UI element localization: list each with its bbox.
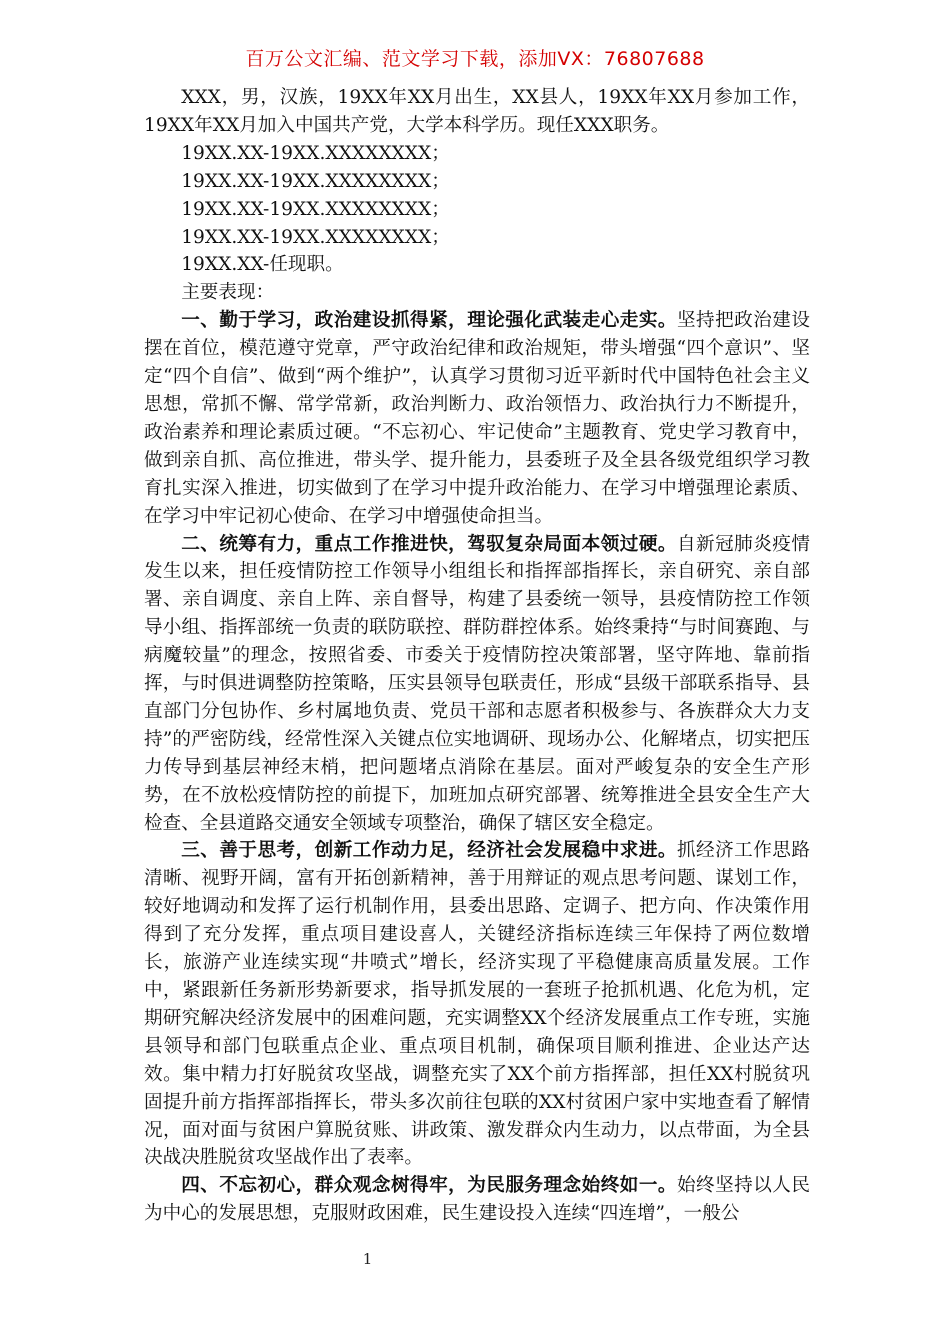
- section-label: 主要表现：: [181, 282, 275, 304]
- section-heading: 一、勤于学习，政治建设抓得紧，理论强化武装走心走实。: [181, 310, 677, 332]
- career-line: 19XX.XX-任现职。: [181, 254, 344, 276]
- career-line: 19XX.XX-19XX.XXXXXXXX；: [181, 170, 450, 192]
- section-body: 始终坚持以人民为中心的发展思想，克服财政困难，民生建设投入连续“四连增”，一般公: [144, 1175, 810, 1225]
- intro-paragraph: XXX，男，汉族，19XX年XX月出生，XX县人，19XX年XX月参加工作，19XX年XX月加入中国共产党，大学本科学历。现任XXX职务。: [144, 87, 810, 136]
- career-line: 19XX.XX-19XX.XXXXXXXX；: [181, 226, 450, 248]
- career-line: 19XX.XX-19XX.XXXXXXXX；: [181, 142, 450, 164]
- section-heading: 二、统筹有力，重点工作推进快，驾驭复杂局面本领过硬。: [181, 533, 677, 555]
- document-body: [144, 84, 810, 1228]
- section-body: 坚持把政治建设摆在首位，模范遵守党章，严守政治纪律和政治规矩，带头增强“四个意识”、坚定“四个自信”、做到“两个维护”，认真学习贯彻习近平新时代中国特色社会主义思想，常抓不懈、常学常新，政治判断力、政治领悟力、政治执行力不断提升，政治素养和理论素质过硬。“不忘初心、牢记使命”主题教育、党史学习教育中，做到亲自抓、高位推进，带头学、提升能力，县委班子及全县各级党组织学习教育扎实深入推进，切实做到了在学习中提升政治能力、在学习中增强理论素质、在学习中牢记初心使命、在学习中增强使命担当。: [144, 310, 810, 527]
- section-paragraph: [144, 837, 810, 1172]
- page-number: 1: [362, 1250, 373, 1268]
- section-body: 自新冠肺炎疫情发生以来，担任疫情防控工作领导小组组长和指挥部指挥长，亲自研究、亲自部署、亲自调度、亲自上阵、亲自督导，构建了县委统一领导，县疫情防控工作领导小组、指挥部统一负责的联防联控、群防群控体系。始终秉持“与时间赛跑、与病魔较量”的理念，按照省委、市委关于疫情防控决策部署，坚守阵地、靠前指挥，与时俱进调整防控策略，压实县领导包联责任，形成“县级干部联系指导、县直部门分包协作、乡村属地负责、党员干部和志愿者积极参与、各族群众大力支持”的严密防线，经常性深入关键点位实地调研、现场办公、化解堵点，切实把压力传导到基层神经末梢，把问题堵点消除在基层。面对严峻复杂的安全生产形势，在不放松疫情防控的前提下，加班加点研究部署、统筹推进全县安全生产大检查、全县道路交通安全领域专项整治，确保了辖区安全稳定。: [144, 533, 810, 834]
- section-body: 抓经济工作思路清晰、视野开阔，富有开拓创新精神，善于用辩证的观点思考问题、谋划工作，较好地调动和发挥了运行机制作用，县委出思路、定调子、把方向、作决策作用得到了充分发挥，重点项目建设喜人，关键经济指标连续三年保持了两位数增长，旅游产业连续实现“井喷式”增长，经济实现了平稳健康高质量发展。工作中，紧跟新任务新形势新要求，指导抓发展的一套班子抢抓机遇、化危为机，定期研究解决经济发展中的困难问题，充实调整XX个经济发展重点工作专班，实施县领导和部门包联重点企业、重点项目机制，确保项目顺利推进、企业达产达效。集中精力打好脱贫攻坚战，调整充实了XX个前方指挥部，担任XX村脱贫巩固提升前方指挥部指挥长，带头多次前往包联的XX村贫困户家中实地查看了解情况，面对面与贫困户算脱贫账、讲政策、激发群众内生动力，以点带面，为全县决战决胜脱贫攻坚战作出了表率。: [144, 840, 810, 1169]
- career-line: 19XX.XX-19XX.XXXXXXXX；: [181, 198, 450, 220]
- section-paragraph: [144, 531, 810, 838]
- section-paragraph: [144, 307, 810, 530]
- section-heading: 三、善于思考，创新工作动力足，经济社会发展稳中求进。: [181, 840, 677, 862]
- download-banner: 百万公文汇编、范文学习下载，添加VX：76807688: [245, 48, 705, 70]
- section-heading: 四、不忘初心，群众观念树得牢，为民服务理念始终如一。: [181, 1175, 677, 1197]
- section-paragraph: [144, 1172, 810, 1228]
